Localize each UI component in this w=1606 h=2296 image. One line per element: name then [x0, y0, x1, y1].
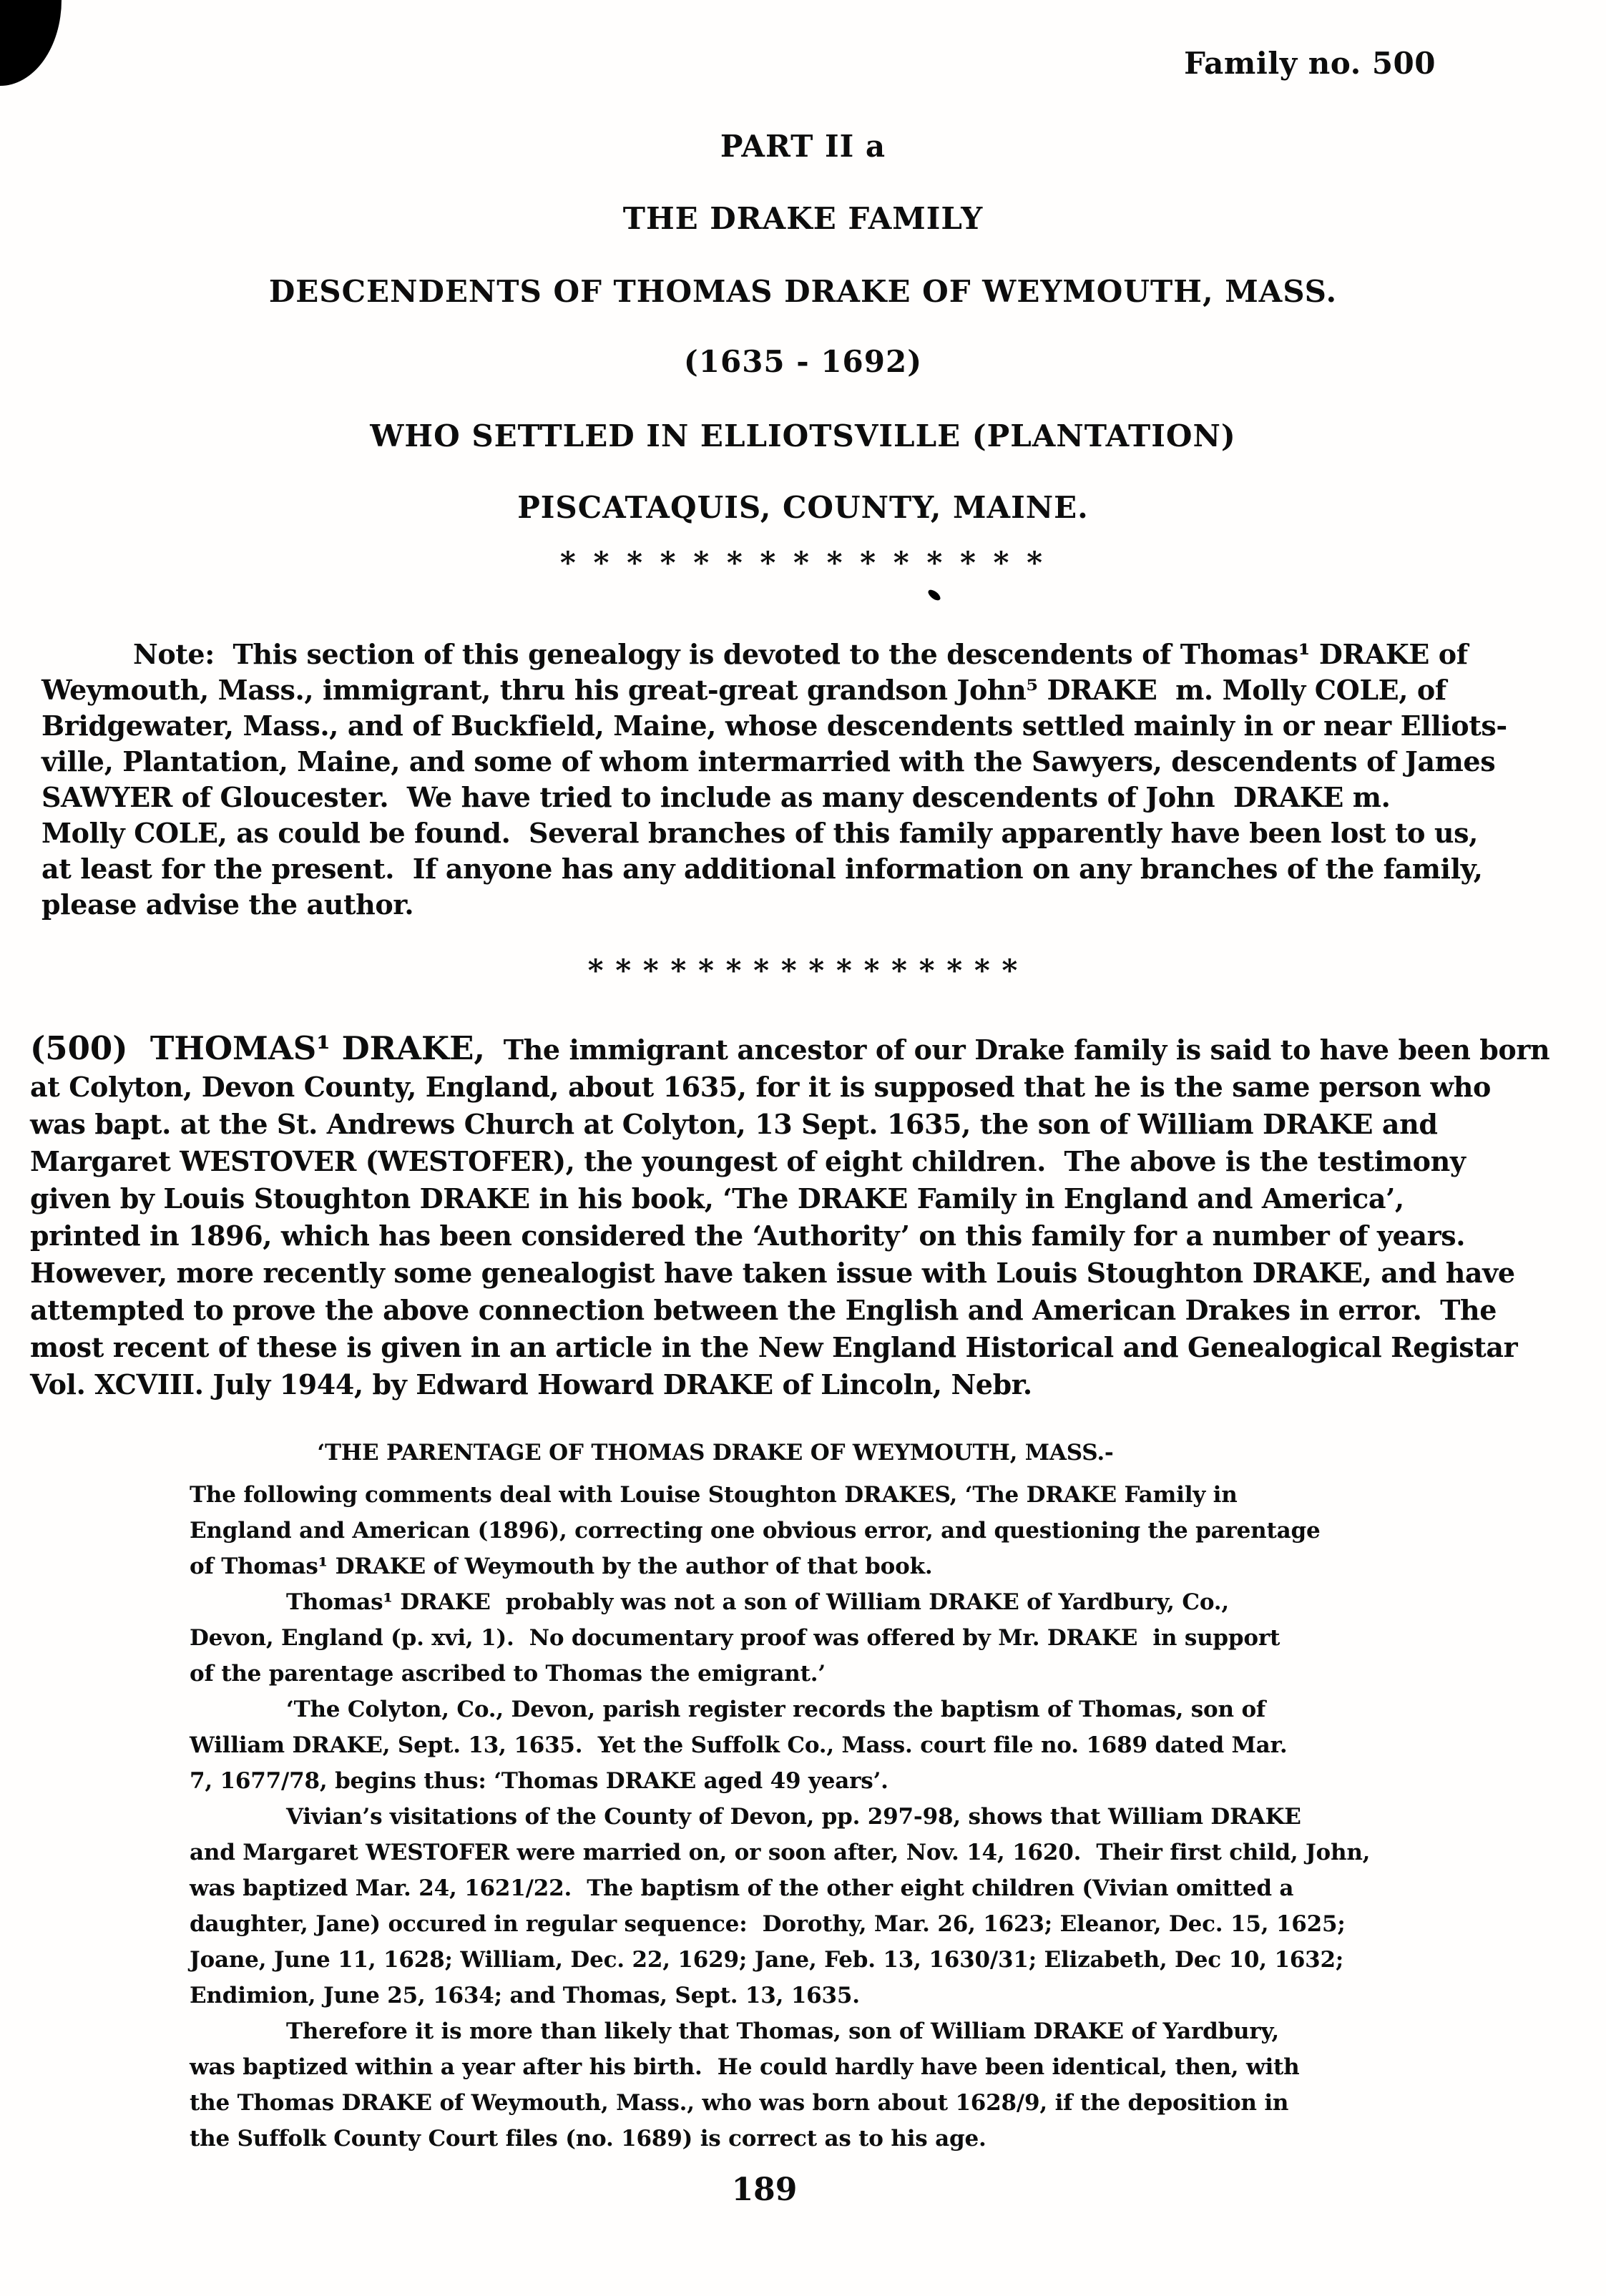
text-line: at Colyton, Devon County, England, about 1635, for it is supposed that he is the same person who	[30, 1071, 1491, 1103]
text-line: and Margaret WESTOFER were married on, or soon after, Nov. 14, 1620. Their first child, John,	[190, 1840, 1371, 1865]
text-line: was bapt. at the St. Andrews Church at Colyton, 13 Sept. 1635, the son of William DRAKE and	[30, 1108, 1438, 1140]
asterisk-divider-top: * * * * * * * * * * * * * * *	[559, 545, 1047, 580]
text-line: Therefore it is more than likely that Thomas, son of William DRAKE of Yardbury,	[286, 2018, 1279, 2044]
asterisk-divider-middle: * * * * * * * * * * * * * * * *	[587, 953, 1019, 988]
text-line: The immigrant ancestor of our Drake family is said to have been born	[485, 1034, 1550, 1066]
text-line: Margaret WESTOVER (WESTOFER), the youngest of eight children. The above is the testimony	[30, 1145, 1466, 1177]
text-line: Thomas¹ DRAKE probably was not a son of William DRAKE of Yardbury, Co.,	[286, 1589, 1229, 1615]
heading-family: THE DRAKE FAMILY	[622, 201, 984, 236]
heading-county: PISCATAQUIS, COUNTY, MAINE.	[517, 490, 1089, 525]
text-line: please advise the author.	[41, 888, 414, 921]
text-line: printed in 1896, which has been considered the ‘Authority’ on this family for a number of years.	[30, 1220, 1466, 1252]
text-line: Joane, June 11, 1628; William, Dec. 22, 1629; Jane, Feb. 13, 1630/31; Elizabeth, Dec 10, 1632;	[190, 1947, 1344, 1973]
text-line: was baptized within a year after his birth. He could hardly have been identical, then, with	[190, 2054, 1300, 2080]
family-entry-heading: (500) THOMAS¹ DRAKE,	[30, 1029, 486, 1067]
note-paragraph	[41, 637, 1507, 923]
parentage-quote-block	[190, 1435, 1371, 2157]
text-line: ‘The Colyton, Co., Devon, parish register records the baptism of Thomas, son of	[286, 1697, 1266, 1722]
text-line: Note: This section of this genealogy is devoted to the descendents of Thomas¹ DRAKE of	[133, 638, 1468, 670]
text-line: given by Louis Stoughton DRAKE in his book, ‘The DRAKE Family in England and America’,	[30, 1182, 1404, 1215]
page-number: 189	[731, 2172, 798, 2208]
text-line: the Thomas DRAKE of Weymouth, Mass., who was born about 1628/9, if the deposition in	[190, 2090, 1289, 2116]
text-line: of Thomas¹ DRAKE of Weymouth by the author of that book.	[190, 1554, 933, 1579]
text-line: The following comments deal with Louise Stoughton DRAKES, ‘The DRAKE Family in	[190, 1482, 1238, 1508]
text-line: However, more recently some genealogist have taken issue with Louis Stoughton DRAKE, and have	[30, 1257, 1515, 1289]
text-line: ville, Plantation, Maine, and some of whom intermarried with the Sawyers, descendents of James	[41, 745, 1496, 777]
text-line: was baptized Mar. 24, 1621/22. The baptism of the other eight children (Vivian omitted a	[190, 1875, 1294, 1901]
heading-part: PART II a	[720, 129, 886, 164]
text-line: Molly COLE, as could be found. Several branches of this family apparently have been lost to us,	[41, 817, 1478, 849]
text-line: of the parentage ascribed to Thomas the emigrant.’	[190, 1661, 826, 1687]
text-line: 7, 1677/78, begins thus: ‘Thomas DRAKE aged 49 years’.	[190, 1768, 888, 1794]
text-line: Weymouth, Mass., immigrant, thru his great-great grandson John⁵ DRAKE m. Molly COLE, of	[41, 674, 1446, 706]
heading-settled: WHO SETTLED IN ELLIOTSVILLE (PLANTATION)	[370, 418, 1236, 453]
family-number-label: Family no. 500	[1184, 46, 1436, 81]
text-line: Vivian’s visitations of the County of Devon, pp. 297-98, shows that William DRAKE	[286, 1804, 1301, 1830]
text-line: SAWYER of Gloucester. We have tried to include as many descendents of John DRAKE m.	[41, 781, 1391, 813]
text-line: the Suffolk County Court files (no. 1689) is correct as to his age.	[190, 2126, 986, 2152]
text-line: Devon, England (p. xvi, 1). No documentary proof was offered by Mr. DRAKE in support	[190, 1625, 1281, 1651]
ink-mark	[926, 588, 942, 602]
quote-title: ‘THE PARENTAGE OF THOMAS DRAKE OF WEYMOUTH, MASS.-	[317, 1440, 1114, 1466]
text-line	[30, 1029, 1550, 1069]
text-line: England and American (1896), correcting one obvious error, and questioning the parentage	[190, 1518, 1321, 1544]
text-line: Endimion, June 25, 1634; and Thomas, Sept. 13, 1635.	[190, 1983, 860, 2008]
family-500-paragraph	[30, 1029, 1550, 1403]
heading-descendents: DESCENDENTS OF THOMAS DRAKE OF WEYMOUTH, MASS.	[268, 274, 1338, 309]
text-line: at least for the present. If anyone has any additional information on any branches of the family,	[41, 853, 1483, 885]
heading-years: (1635 - 1692)	[683, 344, 923, 379]
text-line: daughter, Jane) occured in regular sequence: Dorothy, Mar. 26, 1623; Eleanor, Dec. 15, 1625;	[190, 1911, 1346, 1937]
text-line: most recent of these is given in an article in the New England Historical and Genealogical Registar	[30, 1331, 1518, 1363]
text-line: Bridgewater, Mass., and of Buckfield, Maine, whose descendents settled mainly in or near Elliots-	[41, 710, 1507, 742]
text-line: attempted to prove the above connection between the English and American Drakes in error. The	[30, 1294, 1497, 1326]
text-line: William DRAKE, Sept. 13, 1635. Yet the Suffolk Co., Mass. court file no. 1689 dated Mar.	[190, 1732, 1288, 1758]
text-line: Vol. XCVIII. July 1944, by Edward Howard DRAKE of Lincoln, Nebr.	[30, 1368, 1032, 1400]
